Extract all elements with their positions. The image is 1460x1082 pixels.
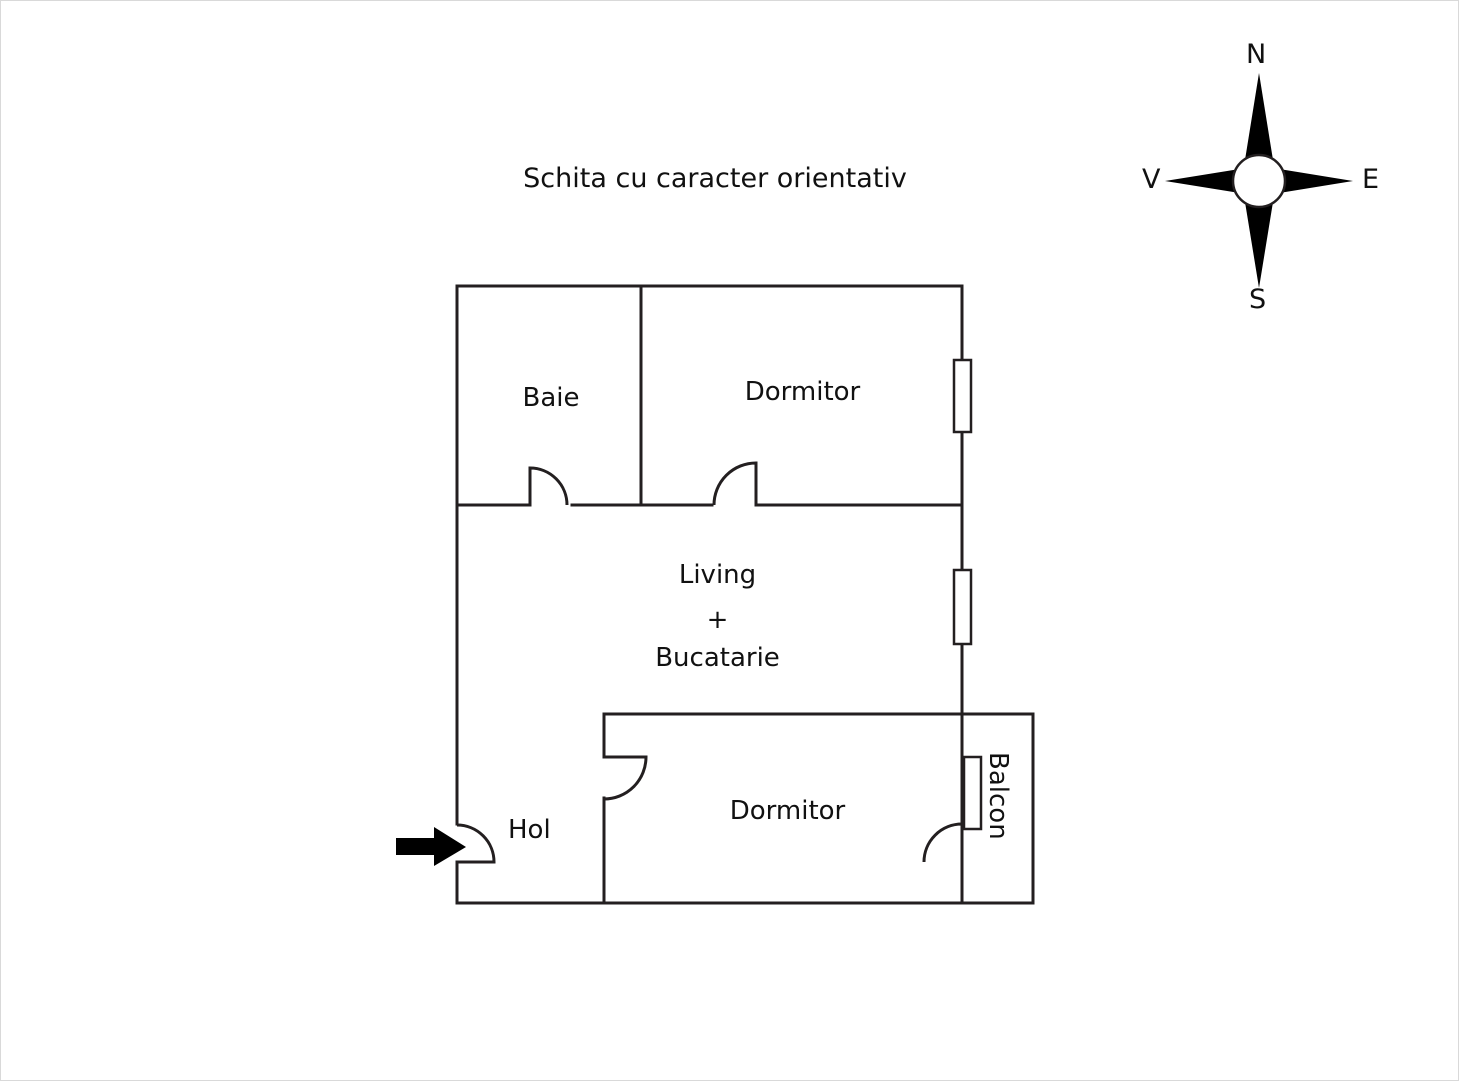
door-balcon <box>924 824 962 862</box>
compass-label-north: N <box>1246 39 1267 70</box>
door-baie <box>530 468 567 505</box>
window-living <box>954 570 971 644</box>
window-balcon <box>964 757 981 829</box>
room-label-living-plus: + <box>706 605 729 635</box>
room-label-balcon: Balcon <box>983 752 1013 840</box>
room-label-baie: Baie <box>522 383 580 413</box>
compass-rose <box>1165 73 1353 288</box>
entrance-arrow <box>396 827 466 866</box>
compass-label-west: V <box>1142 164 1161 195</box>
room-label-dormitor-nord: Dormitor <box>744 377 861 407</box>
door-dormitor-nord <box>714 463 756 505</box>
compass-label-south: S <box>1249 284 1267 315</box>
room-label-bucatarie: Bucatarie <box>655 643 780 673</box>
room-label-dormitor-sud: Dormitor <box>729 796 846 826</box>
diagram-title: Schita cu caracter orientativ <box>523 163 907 194</box>
door-dormitor-sud <box>604 757 646 799</box>
room-label-living: Living <box>678 560 757 590</box>
compass-label-east: E <box>1362 164 1380 195</box>
room-label-hol: Hol <box>508 815 551 845</box>
door-entry <box>457 825 494 862</box>
